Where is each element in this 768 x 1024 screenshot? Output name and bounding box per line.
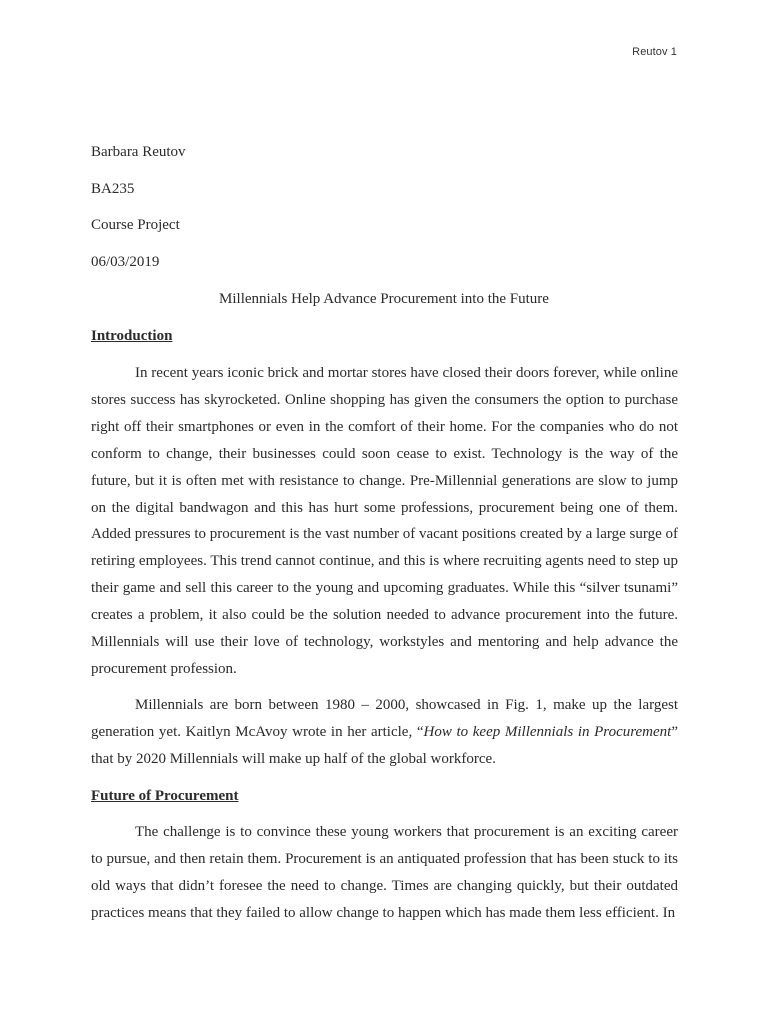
- assignment-name: Course Project: [91, 217, 180, 233]
- article-title: How to keep Millennials in Procurement: [423, 723, 672, 740]
- document-title: Millennials Help Advance Procurement into the Future: [219, 291, 549, 307]
- course-code: BA235: [91, 181, 135, 197]
- section-heading-future-of-procurement: Future of Procurement: [91, 788, 239, 804]
- intro-paragraph-1: In recent years iconic brick and mortar stores have closed their doors forever, while online stores success has skyrocketed. Online shopping has given the consumers the option to purchase right off their smartphones or even in the comfort of their home. For the companies who do not conform to change, their businesses could soon cease to exist. Technology is the way of the future, but it is often met with resistance to change. Pre-Millennial generations are slow to jump on the digital bandwagon and this has hurt some professions, procurement being one of them. Added pressures to procurement is the vast number of vacant positions created by a large surge of retiring employees. This trend cannot continue, and this is where recruiting agents need to step up their game and sell this career to the young and upcoming graduates. While this “silver tsunami” creates a problem, it also could be the solution needed to advance procurement into the future. Millennials will use their love of technology, workstyles and mentoring and help advance the procurement profession.: [91, 365, 678, 677]
- intro-paragraph-2-text-b: ” that by 2020 Millennials will make up half of the global workforce.: [91, 723, 679, 767]
- intro-paragraph-2-text-a: Millennials are born between 1980 – 2000, showcased in Fig. 1, make up the largest generation yet. Kaitlyn McAvoy wrote in her article, “: [91, 697, 678, 740]
- author-name: Barbara Reutov: [91, 144, 186, 160]
- section-heading-introduction: Introduction: [91, 328, 173, 344]
- running-header: Reutov 1: [632, 46, 677, 58]
- future-paragraph-1: The challenge is to convince these young workers that procurement is an exciting career to pursue, and then retain them. Procurement is an antiquated profession that has been stuck to its old ways that didn’t foresee the need to change. Times are changing quickly, but their outdated practices means that they failed to allow change to happen which has made them less efficient. In: [91, 824, 678, 921]
- intro-paragraph-2: [91, 692, 678, 773]
- document-date: 06/03/2019: [91, 254, 160, 270]
